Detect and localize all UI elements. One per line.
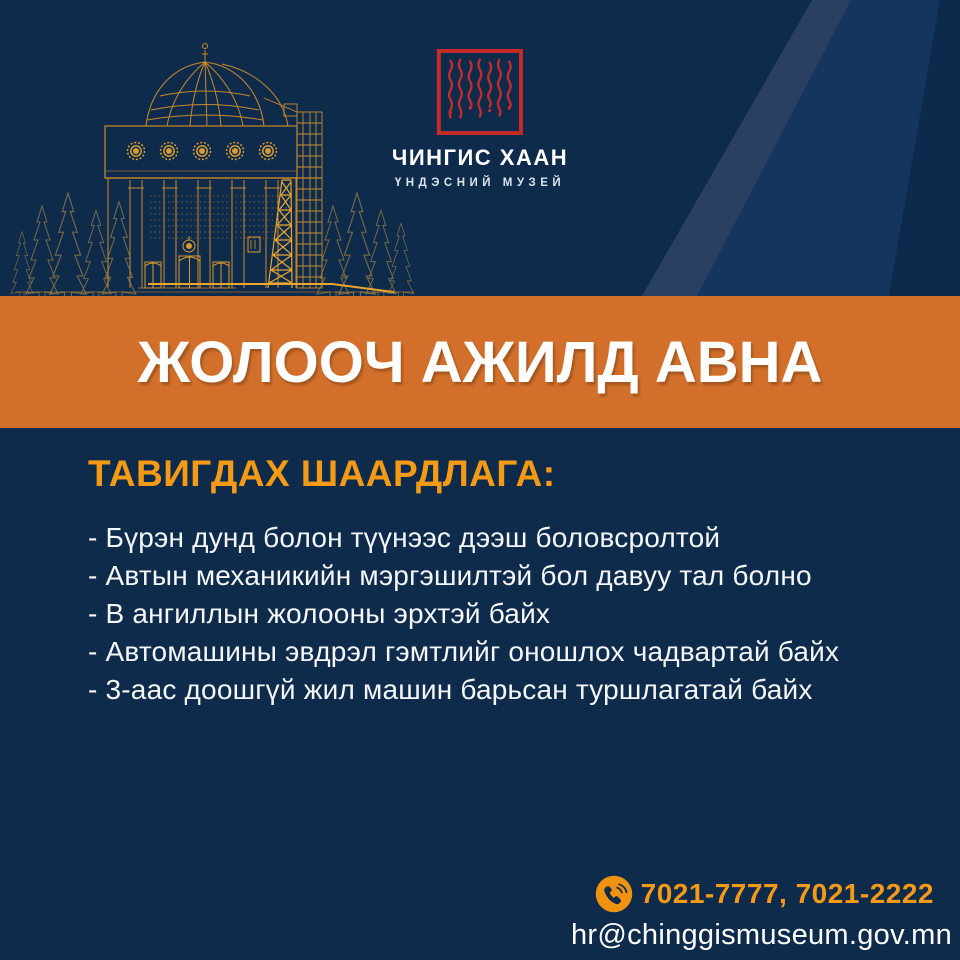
phone-call-icon bbox=[595, 875, 633, 913]
contact-section bbox=[571, 875, 952, 952]
museum-building-illustration bbox=[0, 0, 430, 296]
job-title: ЖОЛООЧ АЖИЛД АВНА bbox=[137, 329, 823, 395]
requirement-item: - Автомашины эвдрэл гэмтлийг оношлох чадвартай байх bbox=[88, 636, 840, 667]
museum-logo bbox=[392, 48, 568, 189]
hero-section bbox=[0, 0, 960, 296]
mongolian-script-seal-icon bbox=[436, 48, 524, 136]
rosette-ornaments bbox=[128, 143, 277, 160]
tree-line-art bbox=[11, 193, 414, 296]
museum-name: ЧИНГИС ХААН bbox=[391, 145, 569, 170]
title-banner bbox=[0, 296, 960, 428]
requirements-section bbox=[88, 428, 920, 709]
requirement-item: - В ангиллын жолооны эрхтэй байх bbox=[88, 598, 551, 629]
phone-numbers[interactable]: 7021-7777, 7021-2222 bbox=[640, 878, 934, 909]
requirement-item: - 3-аас доошгүй жил машин барьсан туршлагатай байх bbox=[88, 674, 813, 705]
phone-line bbox=[571, 875, 934, 913]
requirement-item: - Бүрэн дунд болон түүнээс дээш боловсролтой bbox=[88, 522, 721, 553]
facade-texture bbox=[150, 196, 290, 238]
entrance-doors bbox=[145, 236, 260, 288]
requirements-list bbox=[88, 519, 920, 709]
contact-email[interactable]: hr@chinggismuseum.gov.mn bbox=[570, 919, 952, 951]
requirement-item: - Автын механикийн мэргэшилтэй бол давуу тал болно bbox=[88, 560, 812, 591]
dome-wireframe bbox=[146, 44, 288, 127]
museum-subtitle: ҮНДЭСНИЙ МУЗЕЙ bbox=[394, 177, 566, 189]
ground-line bbox=[16, 284, 414, 292]
requirements-heading: ТАВИГДАХ ШААРДЛАГА: bbox=[88, 453, 556, 494]
